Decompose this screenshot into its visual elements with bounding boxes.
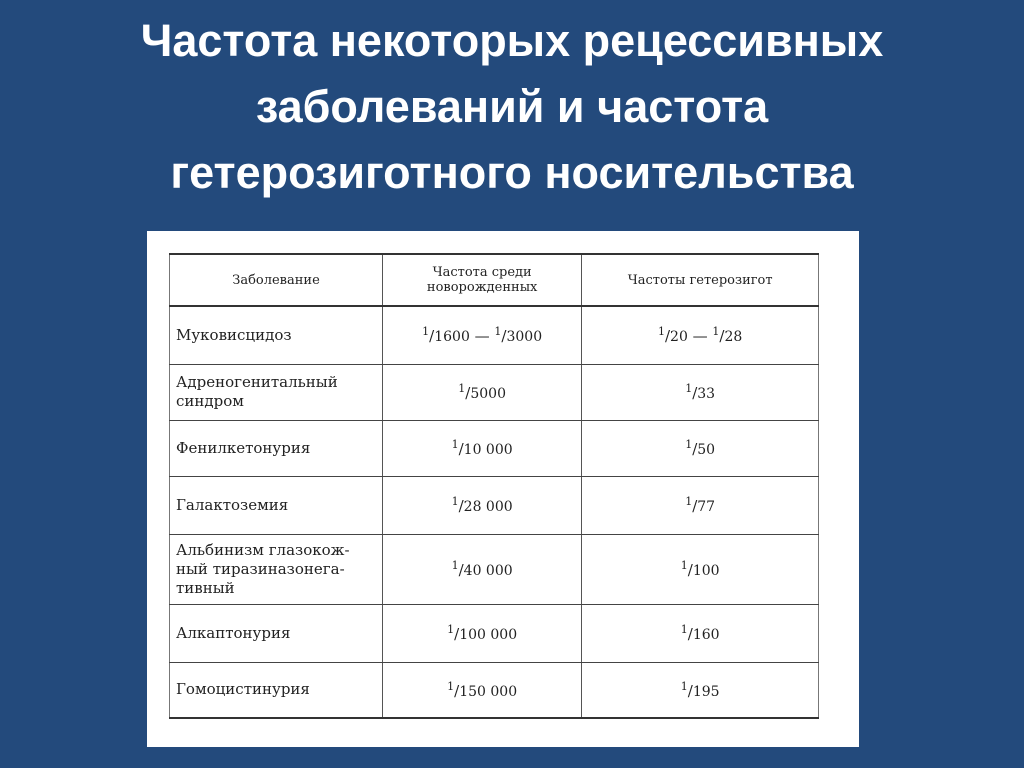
- table-row: [170, 662, 819, 718]
- fraction-denominator: 5000: [470, 386, 506, 402]
- fraction-numerator: 1: [685, 438, 693, 451]
- heterozygote-frequency: $^1$/33: [582, 364, 819, 420]
- newborn-frequency: $^1$/10 000: [383, 420, 582, 476]
- disease-name: Гомоцистинурия: [170, 662, 383, 718]
- fraction-numerator: 1: [458, 382, 466, 395]
- heterozygote-frequency: $^1$/50: [582, 420, 819, 476]
- header-disease: Заболевание: [170, 254, 383, 306]
- newborn-frequency: $^1$/5000: [383, 364, 582, 420]
- fraction-numerator: 1: [451, 559, 459, 572]
- newborn-frequency: $^1$/1600 — $^1$/3000: [383, 306, 582, 364]
- heterozygote-frequency: $^1$/195: [582, 662, 819, 718]
- title-line-1: Частота некоторых рецессивных: [140, 15, 884, 66]
- disease-name: Алкаптонурия: [170, 604, 383, 662]
- fraction-numerator: 1: [451, 438, 459, 451]
- fraction-numerator: 1: [447, 623, 455, 636]
- disease-name: Альбинизм глазокожный тиразиназонегативный: [170, 534, 383, 604]
- frequency-table: [169, 253, 819, 719]
- fraction-numerator: 1: [685, 382, 693, 395]
- fraction-numerator: 1: [451, 495, 459, 508]
- table-card: [147, 231, 859, 747]
- newborn-frequency: $^1$/28 000: [383, 476, 582, 534]
- fraction-numerator: 1: [494, 325, 502, 339]
- table-row: [170, 534, 819, 604]
- title-line-2: заболеваний и частота: [255, 81, 769, 132]
- table-body: [170, 306, 819, 718]
- fraction-denominator: 160: [692, 627, 720, 643]
- fraction-denominator: 50: [697, 442, 716, 458]
- fraction-numerator: 1: [422, 325, 430, 339]
- header-newborn-line1: Частота среди: [432, 265, 532, 280]
- fraction-denominator: 100 000: [459, 627, 518, 643]
- fraction-denominator: 33: [697, 386, 716, 402]
- fraction-numerator: 1: [680, 623, 688, 636]
- fraction-denominator: 77: [697, 499, 716, 515]
- fraction-range-separator: —: [687, 327, 713, 346]
- table-row: [170, 420, 819, 476]
- fraction-range-separator: —: [469, 327, 495, 346]
- heterozygote-frequency: $^1$/20 — $^1$/28: [582, 306, 819, 364]
- header-heterozygote: Частоты гетерозигот: [582, 254, 819, 306]
- table-header-row: [170, 254, 819, 306]
- table-row: [170, 306, 819, 364]
- title-line-3: гетерозиготного носительства: [170, 147, 854, 198]
- disease-name: Галактоземия: [170, 476, 383, 534]
- fraction-denominator: 40 000: [463, 563, 513, 579]
- disease-name: Фенилкетонурия: [170, 420, 383, 476]
- fraction-denominator: 20: [670, 329, 688, 346]
- fraction-denominator: 100: [692, 563, 720, 579]
- table-row: [170, 364, 819, 420]
- newborn-frequency: $^1$/150 000: [383, 662, 582, 718]
- table-row: [170, 604, 819, 662]
- heterozygote-frequency: $^1$/77: [582, 476, 819, 534]
- table-row: [170, 476, 819, 534]
- slide-title: [0, 8, 1024, 206]
- fraction-denominator: 150 000: [459, 683, 518, 700]
- fraction-denominator: 28: [724, 329, 743, 346]
- fraction-numerator: 1: [685, 495, 693, 508]
- heterozygote-frequency: $^1$/100: [582, 534, 819, 604]
- fraction-numerator: 1: [712, 325, 720, 339]
- disease-name: Адреногенитальный синдром: [170, 364, 383, 420]
- fraction-numerator: 1: [657, 325, 665, 339]
- fraction-denominator: 1600: [434, 329, 470, 346]
- fraction-denominator: 28 000: [463, 499, 513, 515]
- header-newborn: [383, 254, 582, 306]
- fraction-denominator: 195: [692, 683, 720, 700]
- header-newborn-line2: новорожденных: [426, 280, 538, 295]
- fraction-numerator: 1: [680, 559, 688, 572]
- fraction-denominator: 3000: [506, 329, 543, 346]
- heterozygote-frequency: $^1$/160: [582, 604, 819, 662]
- fraction-numerator: 1: [680, 679, 688, 693]
- fraction-numerator: 1: [447, 679, 455, 693]
- fraction-denominator: 10 000: [463, 442, 513, 458]
- newborn-frequency: $^1$/100 000: [383, 604, 582, 662]
- newborn-frequency: $^1$/40 000: [383, 534, 582, 604]
- disease-name: Муковисцидоз: [170, 306, 383, 364]
